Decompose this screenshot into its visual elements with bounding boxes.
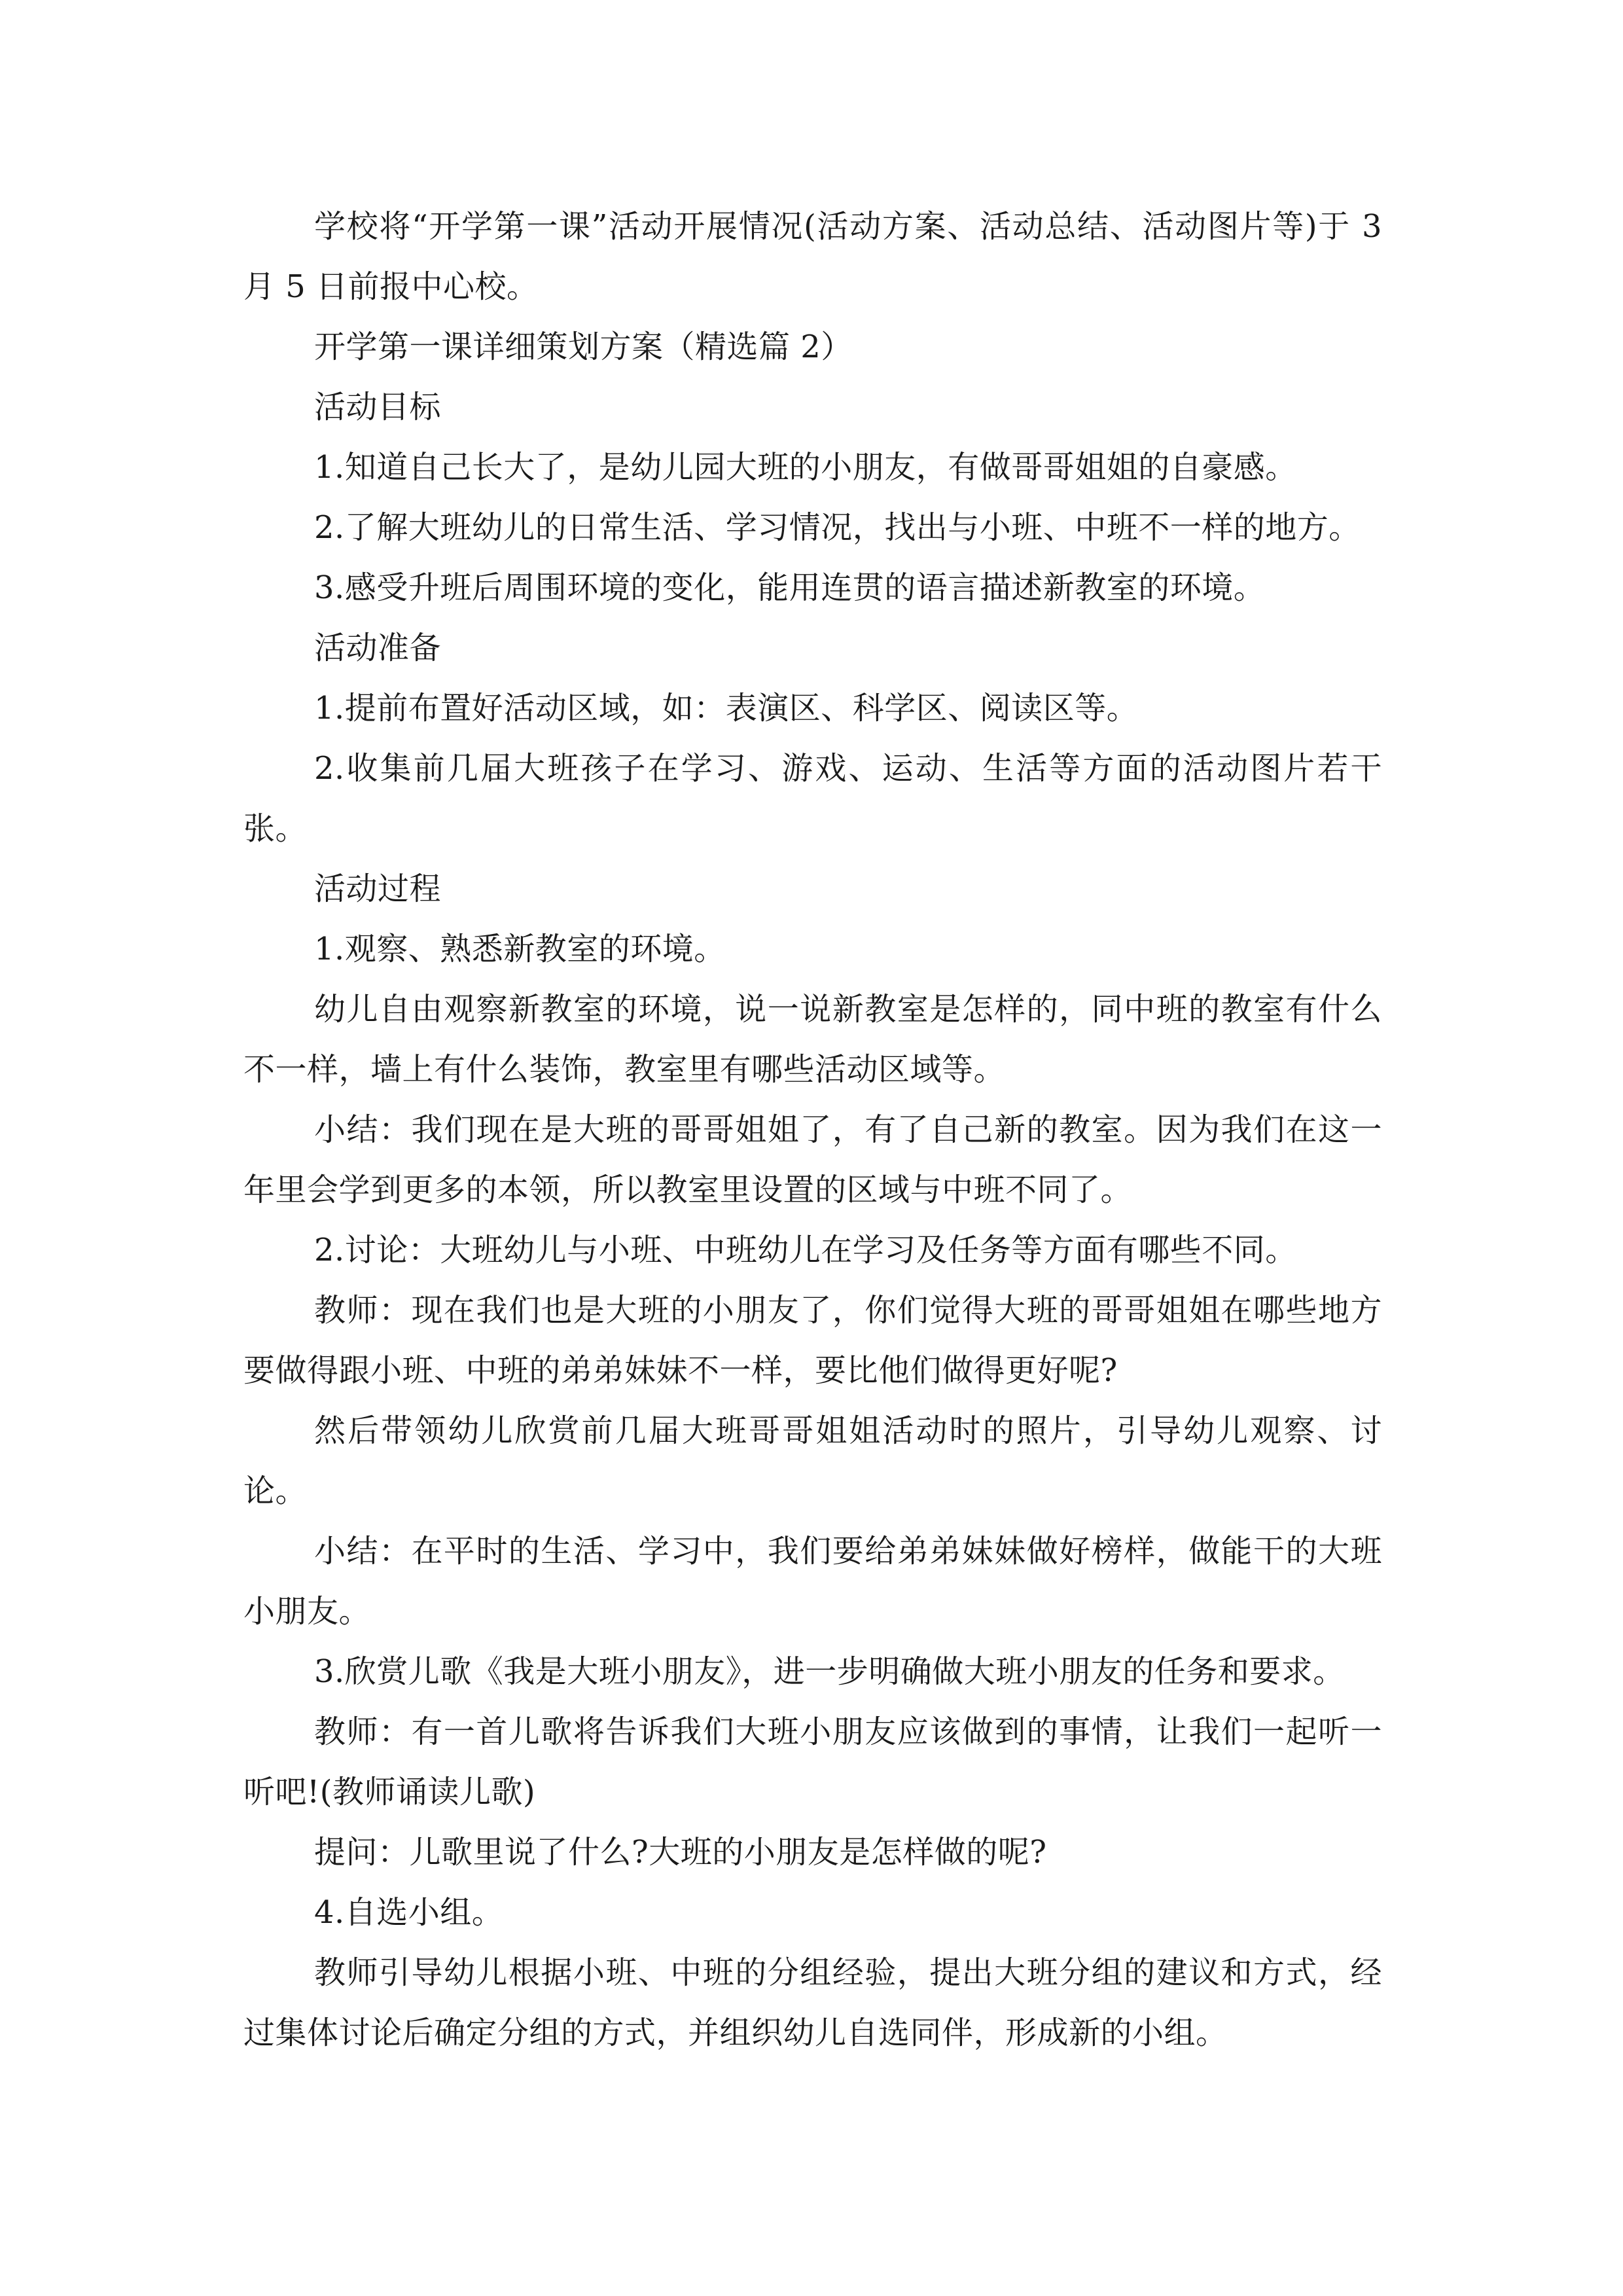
- paragraph: 提问：儿歌里说了什么?大班的小朋友是怎样做的呢?: [314, 1834, 1047, 1871]
- paragraph: 小结：我们现在是大班的哥哥姐姐了，有了自己新的教室。因为我们在这一年里会学到更多的本领，所以教室里设置的区域与中班不同了。: [243, 1111, 1382, 1208]
- paragraph: 然后带领幼儿欣赏前几届大班哥哥姐姐活动时的照片，引导幼儿观察、讨论。: [243, 1412, 1382, 1509]
- list-item: 4.自选小组。: [314, 1894, 504, 1931]
- paragraph: 教师引导幼儿根据小班、中班的分组经验，提出大班分组的建议和方式，经过集体讨论后确定分组的方式，并组织幼儿自选同伴，形成新的小组。: [243, 1954, 1382, 2051]
- list-item: 1.知道自己长大了，是幼儿园大班的小朋友，有做哥哥姐姐的自豪感。: [314, 449, 1297, 486]
- section-heading: 活动目标: [314, 389, 442, 425]
- section-heading: 活动准备: [314, 630, 442, 666]
- paragraph: 教师：有一首儿歌将告诉我们大班小朋友应该做到的事情，让我们一起听一听吧!(教师诵读儿歌): [243, 1713, 1382, 1810]
- paragraph: 幼儿自由观察新教室的环境，说一说新教室是怎样的，同中班的教室有什么不一样，墙上有什么装饰，教室里有哪些活动区域等。: [243, 991, 1382, 1088]
- list-item: 3.欣赏儿歌《我是大班小朋友》，进一步明确做大班小朋友的任务和要求。: [314, 1653, 1345, 1690]
- section-title: 开学第一课详细策划方案（精选篇 2）: [314, 329, 853, 365]
- list-item: 2.了解大班幼儿的日常生活、学习情况，找出与小班、中班不一样的地方。: [314, 509, 1361, 546]
- list-item: 1.提前布置好活动区域，如：表演区、科学区、阅读区等。: [314, 690, 1139, 726]
- document-body: [243, 196, 1382, 2063]
- section-heading: 活动过程: [314, 870, 442, 907]
- paragraph: 教师：现在我们也是大班的小朋友了，你们觉得大班的哥哥姐姐在哪些地方要做得跟小班、中班的弟弟妹妹不一样，要比他们做得更好呢?: [243, 1292, 1382, 1389]
- list-item: 2.讨论：大班幼儿与小班、中班幼儿在学习及任务等方面有哪些不同。: [314, 1232, 1297, 1268]
- paragraph: 小结：在平时的生活、学习中，我们要给弟弟妹妹做好榜样，做能干的大班小朋友。: [243, 1533, 1382, 1630]
- list-item: 3.感受升班后周围环境的变化，能用连贯的语言描述新教室的环境。: [314, 569, 1266, 606]
- list-item: 2.收集前几届大班孩子在学习、游戏、运动、生活等方面的活动图片若干张。: [243, 750, 1382, 847]
- list-item: 1.观察、熟悉新教室的环境。: [314, 931, 726, 967]
- paragraph: 学校将“开学第一课”活动开展情况(活动方案、活动总结、活动图片等)于 3 月 5 日前报中心校。: [243, 208, 1382, 305]
